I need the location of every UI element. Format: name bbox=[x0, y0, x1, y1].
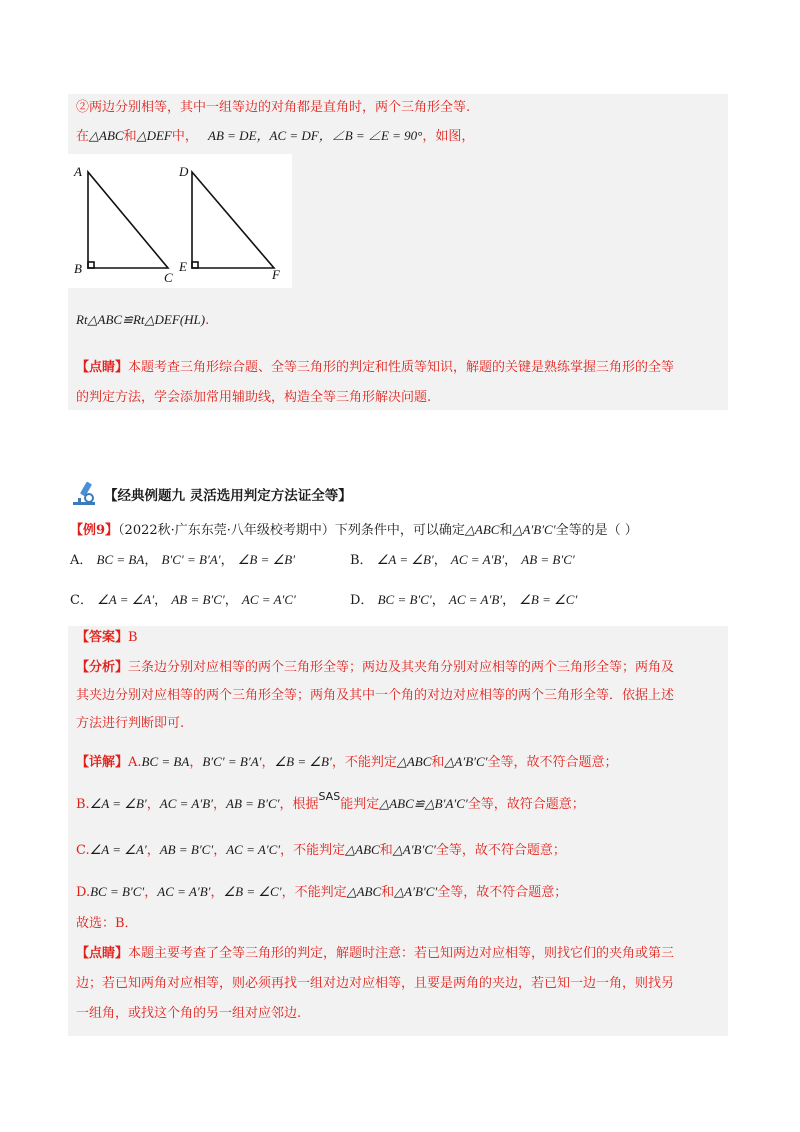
label-d: D bbox=[179, 164, 189, 179]
triangles-drawing bbox=[68, 154, 292, 288]
option-a[interactable]: A． BC = BA， B′C′ = B′A′， ∠B = ∠B′ bbox=[70, 552, 296, 568]
detail-b: B.∠A = ∠B′，AC = A′B′，AB = B′C′，根据$^{SAS}$能判定△ABC≌△B′A′C′全等，故符合题意； bbox=[76, 790, 585, 812]
microscope-icon bbox=[70, 478, 100, 508]
conclusion: Rt△ABC≌Rt△DEF(HL). bbox=[76, 312, 210, 328]
analysis-line-1: 【分析】三条边分别对应相等的两个三角形全等；两边及其夹角分别对应相等的两个三角形全等；两角及 bbox=[76, 660, 675, 675]
detail-d: D.BC = B′C′，AC = A′B′，∠B = ∠C′，不能判定△ABC和△A′B′C′全等，故不符合题意； bbox=[76, 884, 568, 900]
right-angle-e bbox=[192, 262, 198, 268]
answer-dianjing-3: 一组角，或找这个角的另一组对应邻边. bbox=[76, 1006, 302, 1021]
option-d[interactable]: D． BC = B′C′， AC = A′B′， ∠B = ∠C′ bbox=[350, 592, 578, 608]
triangle-def bbox=[192, 172, 274, 268]
triangles-figure bbox=[68, 154, 292, 288]
dianjing-line-1: 【点睛】本题考查三角形综合题、全等三角形的判定和性质等知识，解题的关键是熟练掌握三角形的全等 bbox=[76, 360, 675, 375]
analysis-line-3: 方法进行判断即可. bbox=[76, 716, 185, 731]
detail-c: C.∠A = ∠A′，AB = B′C′，AC = A′C′，不能判定△ABC和△A′B′C′全等，故不符合题意； bbox=[76, 842, 566, 858]
answer-line: 【答案】B bbox=[76, 630, 138, 645]
answer-dianjing-1: 【点睛】本题主要考查了全等三角形的判定，解题时注意：若已知两边对应相等，则找它们的夹角或第三 bbox=[76, 946, 675, 961]
label-f: F bbox=[272, 267, 280, 282]
answer-block bbox=[68, 626, 728, 1036]
section-title: 【经典例题九 灵活选用判定方法证全等】 bbox=[104, 488, 352, 504]
label-e: E bbox=[179, 259, 187, 274]
question-stem: 【例9】（2022秋·广东东莞·八年级校考期中）下列条件中，可以确定△ABC和△A′B′C′全等的是（ ） bbox=[70, 522, 638, 538]
right-angle-b bbox=[88, 262, 94, 268]
label-b: B bbox=[74, 261, 82, 276]
section-heading bbox=[70, 478, 470, 508]
triangle-abc bbox=[88, 172, 168, 268]
option-c[interactable]: C． ∠A = ∠A′， AB = B′C′， AC = A′C′ bbox=[70, 592, 296, 608]
option-b[interactable]: B． ∠A = ∠B′， AC = A′B′， AB = B′C′ bbox=[350, 552, 575, 568]
label-a: A bbox=[74, 164, 82, 179]
detail-a: 【详解】A.BC = BA，B′C′ = B′A′，∠B = ∠B′，不能判定△ABC和△A′B′C′全等，故不符合题意； bbox=[76, 754, 618, 770]
dianjing-line-2: 的判定方法，学会添加常用辅助线，构造全等三角形解决问题. bbox=[76, 390, 432, 405]
answer-dianjing-2: 边；若已知两角对应相等，则必须再找一组对边对应相等，且要是两角的夹边，若已知一边一角，则找另 bbox=[76, 976, 675, 991]
label-c: C bbox=[164, 270, 173, 285]
hl-condition-line: 在△ABC和△DEF中， AB = DE，AC = DF，∠B = ∠E = 90°，如图， bbox=[76, 128, 475, 144]
theorem-block bbox=[68, 94, 728, 410]
hl-statement: ②两边分别相等，其中一组等边的对角都是直角时，两个三角形全等. bbox=[76, 100, 471, 115]
choose-line: 故选：B． bbox=[76, 916, 138, 931]
analysis-line-2: 其夹边分别对应相等的两个三角形全等；两角及其中一个角的对边对应相等的两个三角形全等．依据上述 bbox=[76, 688, 675, 703]
